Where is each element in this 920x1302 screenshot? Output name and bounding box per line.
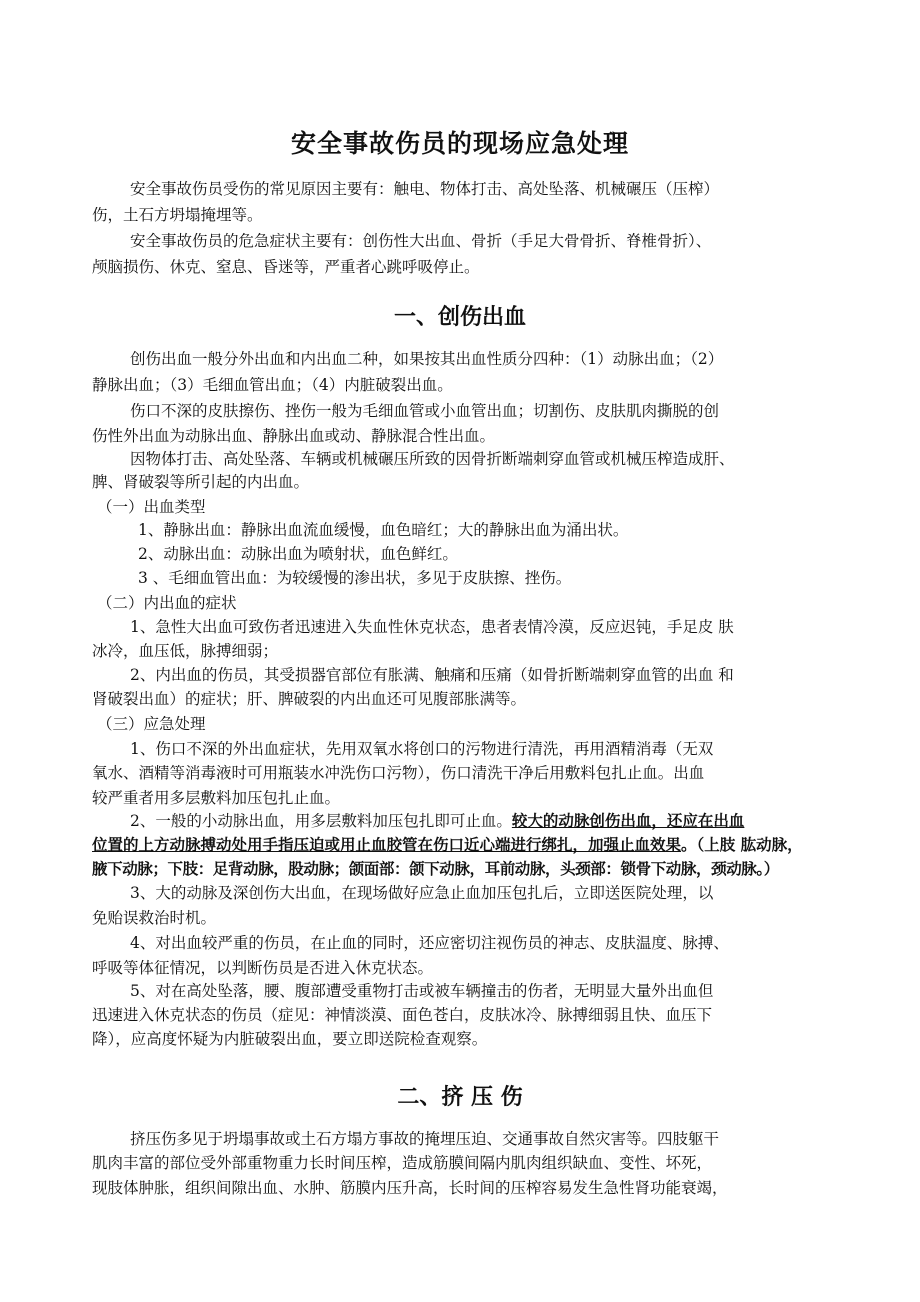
s1-paragraph-3-line-2: 脾、肾破裂等所引起的内出血。 [92,473,310,491]
intro-paragraph-1-line-2: 伤，土石方坍塌掩埋等。 [92,206,263,224]
intro-paragraph-2-line-1: 安全事故伤员的危急症状主要有：创伤性大出血、骨折（手足大骨骨折、脊椎骨折）、 [130,232,712,250]
bleeding-type-2: 2、动脉出血：动脉出血为喷射状，血色鲜红。 [138,545,458,563]
symptom-1-line-2: 冰冷，血压低，脉搏细弱； [92,642,279,660]
handling-4-line-1: 4、对出血较严重的伤员，在止血的同时，还应密切注视伤员的神志、皮肤温度、脉搏、 [130,934,729,952]
symptom-2-line-1: 2、内出血的伤员，其受损器官部位有胀满、触痛和压痛（如骨折断端刺穿血管的出血 和 [130,666,734,684]
handling-1-line-2: 氧水、酒精等消毒液时可用瓶装水冲洗伤口污物），伤口清洗干净后用敷料包扎止血。出血 [92,764,705,782]
handling-2-line-2 [92,832,852,858]
section-1-heading: 一、创伤出血 [393,305,526,330]
handling-2-line-1 [130,808,852,834]
s1-paragraph-1-line-1: 创伤出血一般分外出血和内出血二种，如果按其出血性质分四种：（1）动脉出血；（2） [130,350,724,368]
s2-paragraph-1-line-2: 肌肉丰富的部位受外部重物重力长时间压榨，造成筋膜间隔内肌肉组织缺血、变性、坏死， [92,1154,713,1172]
symptom-2-line-2: 肾破裂出血）的症状；肝、脾破裂的内出血还可见腹部胀满等。 [92,690,527,708]
intro-paragraph-1-line-1: 安全事故伤员受伤的常见原因主要有：触电、物体打击、高处坠落、机械碾压（压榨） [130,180,720,198]
handling-4-line-2: 呼吸等体征情况，以判断伤员是否进入休克状态。 [92,959,434,977]
handling-1-line-3: 较严重者用多层敷料加压包扎止血。 [92,789,341,807]
handling-2-text-plain: 2、一般的小动脉出血，用多层敷料加压包扎即可止血。 [130,812,512,830]
intro-paragraph-2-line-2: 颅脑损伤、休克、窒息、昏迷等，严重者心跳呼吸停止。 [92,258,480,276]
section-2-heading: 二、挤 压 伤 [397,1085,523,1110]
symptom-1-line-1: 1、急性大出血可致伤者迅速进入失血性休克状态，患者表情冷漠，反应迟钝，手足皮 肤 [130,618,734,636]
s1-paragraph-2-line-2: 伤性外出血为动脉出血、静脉出血或动、静脉混合性出血。 [92,427,496,445]
page-title: 安全事故伤员的现场应急处理 [290,129,629,158]
handling-5-line-2: 迅速进入休克状态的伤员（症见：神情淡漠、面色苍白，皮肤冰冷、脉搏细弱且快、血压下 [92,1006,713,1024]
s1-paragraph-1-line-2: 静脉出血；（3）毛细血管出血；（4）内脏破裂出血。 [92,376,453,394]
s2-paragraph-1-line-1: 挤压伤多见于坍塌事故或土石方塌方事故的掩埋压迫、交通事故自然灾害等。四肢躯干 [130,1130,720,1148]
s1-paragraph-3-line-1: 因物体打击、高处坠落、车辆或机械碾压所致的因骨折断端刺穿血管或机械压榨造成肝、 [130,450,735,468]
handling-3-line-2: 免贻误救治时机。 [92,909,217,927]
handling-5-line-3: 降），应高度怀疑为内脏破裂出血，要立即送院检查观察。 [92,1030,488,1048]
handling-2-text-emphasis-2: 位置的上方动脉搏动处用手指压迫或用止血胶管在伤口近心端进行绑扎，加强止血效果 [92,835,682,854]
bleeding-type-1: 1、静脉出血：静脉出血流血缓慢，血色暗红；大的静脉出血为涌出状。 [138,521,629,539]
bleeding-type-3: 3 、毛细血管出血：为较缓慢的渗出状，多见于皮肤擦、挫伤。 [138,569,572,587]
subheading-bleeding-types: （一）出血类型 [97,498,206,516]
handling-3-line-1: 3、大的动脉及深创伤大出血，在现场做好应急止血加压包扎后，立即送医院处理，以 [130,884,714,902]
handling-2-text-emphasis: 较大的动脉创伤出血，还应在出血 [511,811,745,830]
handling-1-line-1: 1、伤口不深的外出血症状，先用双氧水将创口的污物进行清洗，再用酒精消毒（无双 [130,740,714,758]
handling-5-line-1: 5、对在高处坠落，腰、腹部遭受重物打击或被车辆撞击的伤者，无明显大量外出血但 [130,982,714,1000]
subheading-internal-bleeding: （二）内出血的症状 [97,594,237,612]
handling-2-text-bold: 。（上肢 肱动脉， [681,835,803,854]
s1-paragraph-2-line-1: 伤口不深的皮肤擦伤、挫伤一般为毛细血管或小血管出血；切割伤、皮肤肌肉撕脱的创 [130,402,720,420]
subheading-emergency-handling: （三）应急处理 [97,715,206,733]
s2-paragraph-1-line-3: 现肢体肿胀，组织间隙出血、水肿、筋膜内压升高，长时间的压榨容易发生急性肾功能衰竭， [92,1179,728,1197]
handling-2-line-3: 腋下动脉；下肢：足背动脉，股动脉；颌面部：颌下动脉，耳前动脉，头颈部：锁骨下动脉，颈动脉。） [92,859,779,878]
